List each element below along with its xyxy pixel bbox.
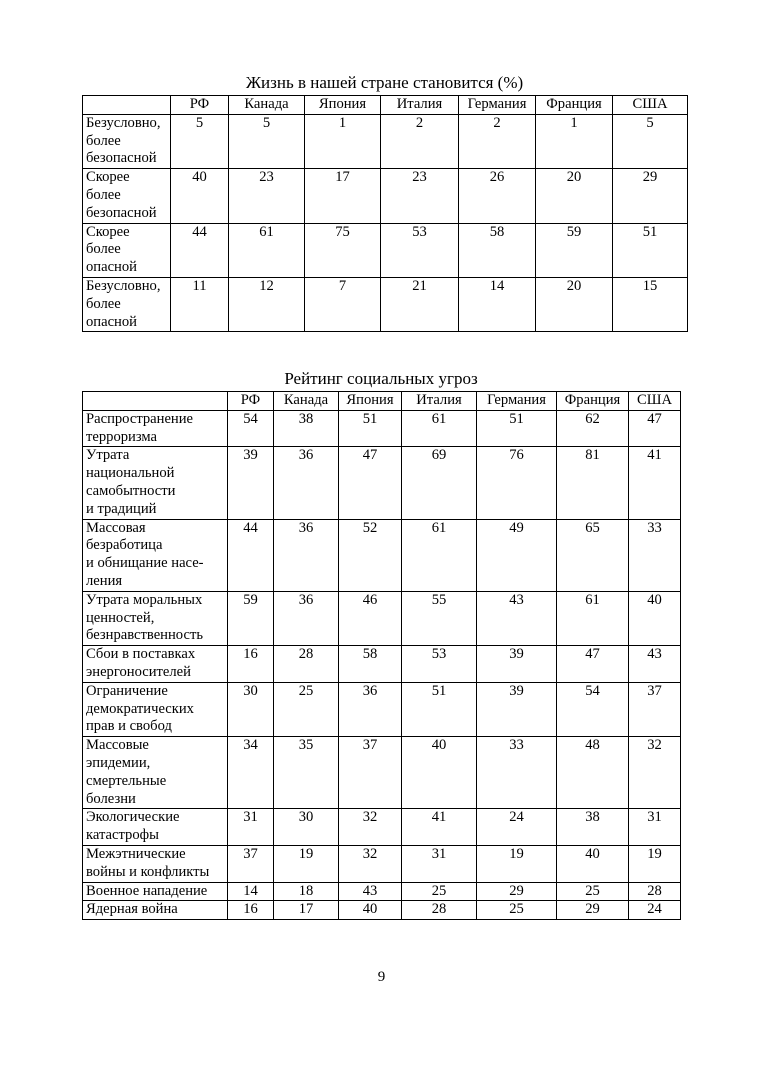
table-row <box>83 447 681 519</box>
column-header: Франция <box>557 392 629 411</box>
value-cell: 36 <box>274 591 339 645</box>
row-label: Распространение терроризма <box>83 410 228 447</box>
value-cell: 31 <box>228 809 274 846</box>
value-cell: 33 <box>629 519 681 591</box>
table-row <box>83 169 688 223</box>
value-cell: 14 <box>228 882 274 901</box>
value-cell: 32 <box>339 845 402 882</box>
column-header: США <box>629 392 681 411</box>
value-cell: 25 <box>274 682 339 736</box>
social-threats-table <box>82 391 681 920</box>
value-cell: 28 <box>274 646 339 683</box>
value-cell: 34 <box>228 737 274 809</box>
row-label: Массовые эпидемии, смертельные болезни <box>83 737 228 809</box>
value-cell: 51 <box>477 410 557 447</box>
value-cell: 43 <box>477 591 557 645</box>
value-cell: 37 <box>228 845 274 882</box>
column-header: Япония <box>305 96 381 115</box>
value-cell: 25 <box>557 882 629 901</box>
value-cell: 58 <box>459 223 536 277</box>
value-cell: 54 <box>557 682 629 736</box>
table-row <box>83 591 681 645</box>
value-cell: 31 <box>629 809 681 846</box>
table-row <box>83 114 688 168</box>
value-cell: 14 <box>459 277 536 331</box>
value-cell: 55 <box>402 591 477 645</box>
page-number: 9 <box>377 969 386 985</box>
value-cell: 5 <box>613 114 688 168</box>
value-cell: 16 <box>228 646 274 683</box>
row-label: Экологические катастрофы <box>83 809 228 846</box>
value-cell: 40 <box>557 845 629 882</box>
value-cell: 40 <box>402 737 477 809</box>
column-header <box>83 96 171 115</box>
header-row <box>83 96 688 115</box>
column-header: РФ <box>171 96 229 115</box>
value-cell: 61 <box>557 591 629 645</box>
value-cell: 35 <box>274 737 339 809</box>
table2-title: Рейтинг социальных угроз <box>284 369 478 388</box>
column-header: Германия <box>459 96 536 115</box>
value-cell: 61 <box>229 223 305 277</box>
row-label: Утрата национальной самобытности и традиций <box>83 447 228 519</box>
value-cell: 51 <box>402 682 477 736</box>
value-cell: 46 <box>339 591 402 645</box>
value-cell: 59 <box>536 223 613 277</box>
value-cell: 23 <box>229 169 305 223</box>
value-cell: 53 <box>402 646 477 683</box>
value-cell: 40 <box>629 591 681 645</box>
value-cell: 19 <box>629 845 681 882</box>
column-header: Италия <box>402 392 477 411</box>
value-cell: 20 <box>536 277 613 331</box>
table-row <box>83 646 681 683</box>
value-cell: 36 <box>274 447 339 519</box>
row-label: Ядерная война <box>83 901 228 920</box>
row-label: Ограничение демократических прав и свобод <box>83 682 228 736</box>
table-row <box>83 901 681 920</box>
value-cell: 48 <box>557 737 629 809</box>
value-cell: 12 <box>229 277 305 331</box>
value-cell: 40 <box>171 169 229 223</box>
value-cell: 31 <box>402 845 477 882</box>
value-cell: 43 <box>339 882 402 901</box>
column-header <box>83 392 228 411</box>
value-cell: 69 <box>402 447 477 519</box>
value-cell: 32 <box>339 809 402 846</box>
column-header: Италия <box>381 96 459 115</box>
value-cell: 37 <box>339 737 402 809</box>
value-cell: 28 <box>402 901 477 920</box>
row-label: Массовая безработица и обнищание насе- ления <box>83 519 228 591</box>
value-cell: 15 <box>613 277 688 331</box>
value-cell: 59 <box>228 591 274 645</box>
value-cell: 36 <box>339 682 402 736</box>
value-cell: 26 <box>459 169 536 223</box>
value-cell: 30 <box>274 809 339 846</box>
value-cell: 1 <box>305 114 381 168</box>
value-cell: 65 <box>557 519 629 591</box>
value-cell: 81 <box>557 447 629 519</box>
value-cell: 47 <box>629 410 681 447</box>
row-label: Военное нападение <box>83 882 228 901</box>
value-cell: 47 <box>557 646 629 683</box>
column-header: РФ <box>228 392 274 411</box>
value-cell: 41 <box>629 447 681 519</box>
value-cell: 44 <box>171 223 229 277</box>
table-row <box>83 882 681 901</box>
table1-title: Жизнь в нашей стране становится (%) <box>245 73 524 92</box>
value-cell: 51 <box>613 223 688 277</box>
value-cell: 2 <box>459 114 536 168</box>
row-label: Скорее более безопасной <box>83 169 171 223</box>
value-cell: 5 <box>229 114 305 168</box>
value-cell: 2 <box>381 114 459 168</box>
value-cell: 53 <box>381 223 459 277</box>
value-cell: 62 <box>557 410 629 447</box>
table-row <box>83 845 681 882</box>
value-cell: 39 <box>477 646 557 683</box>
value-cell: 36 <box>274 519 339 591</box>
column-header: Франция <box>536 96 613 115</box>
table-row <box>83 737 681 809</box>
value-cell: 52 <box>339 519 402 591</box>
value-cell: 20 <box>536 169 613 223</box>
row-label: Межэтнические войны и конфликты <box>83 845 228 882</box>
value-cell: 41 <box>402 809 477 846</box>
value-cell: 28 <box>629 882 681 901</box>
value-cell: 51 <box>339 410 402 447</box>
value-cell: 43 <box>629 646 681 683</box>
row-label: Утрата моральных ценностей, безнравственность <box>83 591 228 645</box>
column-header: Канада <box>229 96 305 115</box>
table-row <box>83 519 681 591</box>
value-cell: 39 <box>477 682 557 736</box>
value-cell: 29 <box>557 901 629 920</box>
table-row <box>83 410 681 447</box>
value-cell: 49 <box>477 519 557 591</box>
value-cell: 25 <box>477 901 557 920</box>
value-cell: 75 <box>305 223 381 277</box>
value-cell: 58 <box>339 646 402 683</box>
column-header: США <box>613 96 688 115</box>
row-label: Сбои в поставках энергоносителей <box>83 646 228 683</box>
table-row <box>83 682 681 736</box>
value-cell: 39 <box>228 447 274 519</box>
value-cell: 38 <box>557 809 629 846</box>
column-header: Япония <box>339 392 402 411</box>
value-cell: 29 <box>477 882 557 901</box>
value-cell: 16 <box>228 901 274 920</box>
table-row <box>83 809 681 846</box>
row-label: Безусловно, более опасной <box>83 277 171 331</box>
header-row <box>83 392 681 411</box>
value-cell: 19 <box>274 845 339 882</box>
value-cell: 44 <box>228 519 274 591</box>
value-cell: 61 <box>402 519 477 591</box>
value-cell: 25 <box>402 882 477 901</box>
value-cell: 47 <box>339 447 402 519</box>
value-cell: 33 <box>477 737 557 809</box>
value-cell: 30 <box>228 682 274 736</box>
table-row <box>83 277 688 331</box>
value-cell: 21 <box>381 277 459 331</box>
row-label: Безусловно, более безопасной <box>83 114 171 168</box>
column-header: Канада <box>274 392 339 411</box>
value-cell: 32 <box>629 737 681 809</box>
table-row <box>83 223 688 277</box>
value-cell: 54 <box>228 410 274 447</box>
value-cell: 19 <box>477 845 557 882</box>
value-cell: 37 <box>629 682 681 736</box>
value-cell: 76 <box>477 447 557 519</box>
value-cell: 11 <box>171 277 229 331</box>
value-cell: 1 <box>536 114 613 168</box>
value-cell: 23 <box>381 169 459 223</box>
column-header: Германия <box>477 392 557 411</box>
value-cell: 5 <box>171 114 229 168</box>
value-cell: 38 <box>274 410 339 447</box>
value-cell: 24 <box>629 901 681 920</box>
value-cell: 7 <box>305 277 381 331</box>
value-cell: 61 <box>402 410 477 447</box>
value-cell: 17 <box>305 169 381 223</box>
safety-table <box>82 95 688 332</box>
value-cell: 18 <box>274 882 339 901</box>
value-cell: 40 <box>339 901 402 920</box>
value-cell: 24 <box>477 809 557 846</box>
value-cell: 17 <box>274 901 339 920</box>
row-label: Скорее более опасной <box>83 223 171 277</box>
value-cell: 29 <box>613 169 688 223</box>
